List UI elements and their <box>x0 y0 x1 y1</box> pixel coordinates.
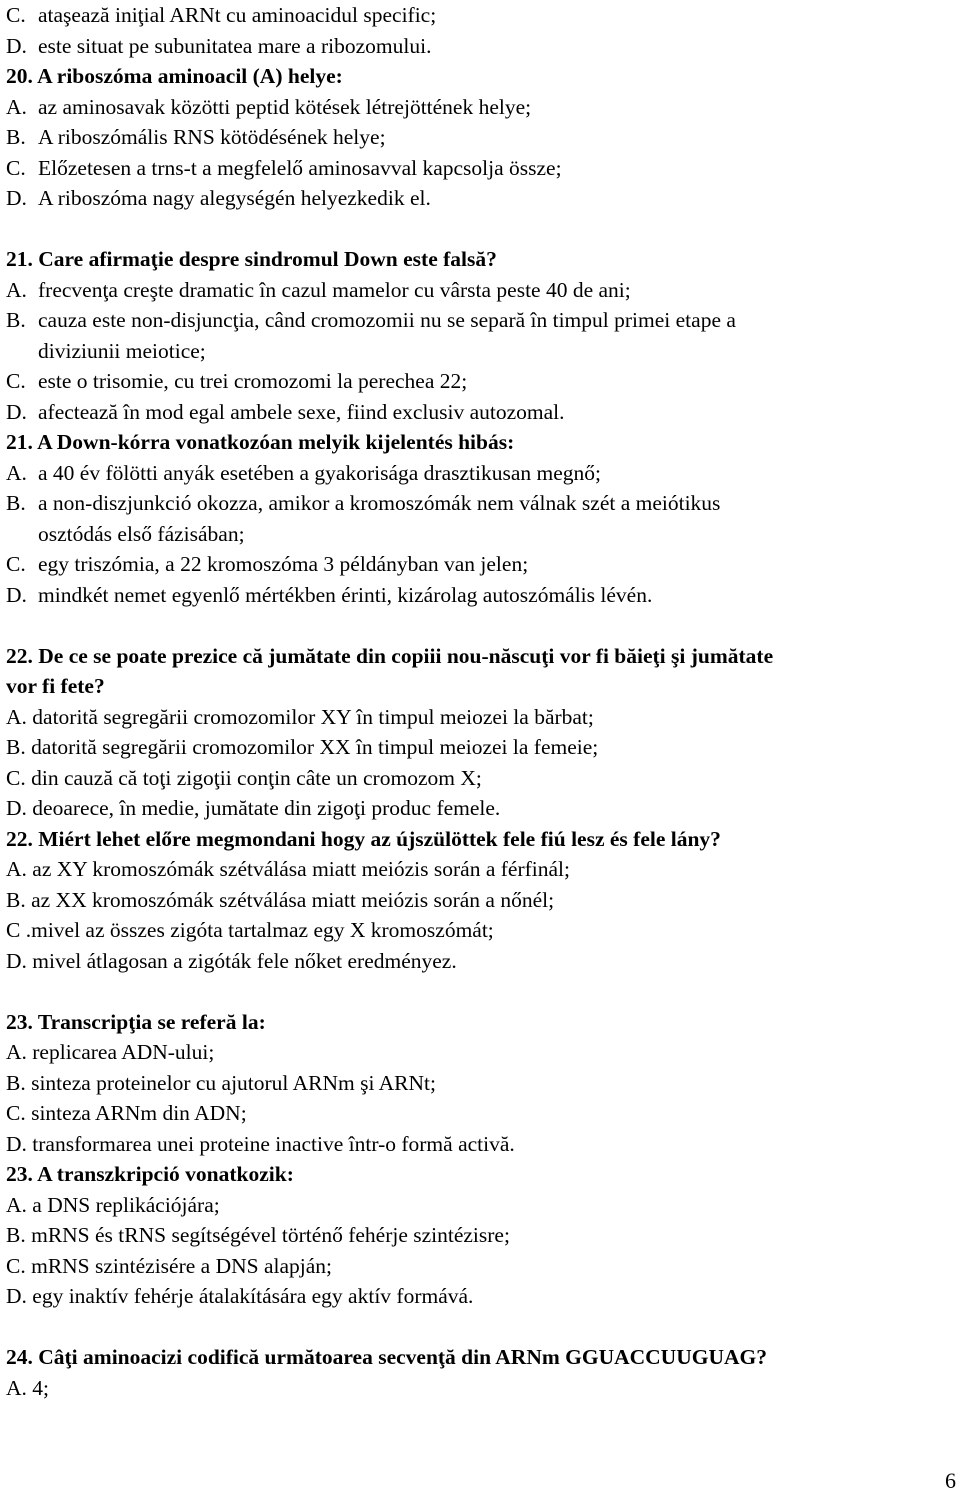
answer-option: A. 4; <box>6 1375 49 1400</box>
answer-option <box>6 305 736 335</box>
question-heading: 23. A transzkripció vonatkozik: <box>6 1162 294 1186</box>
answer-option <box>6 0 436 30</box>
option-letter: B. <box>6 308 26 332</box>
answer-option: D. deoarece, în medie, jumătate din zigoţi produc femele. <box>6 796 501 820</box>
option-letter: C. <box>6 369 26 393</box>
option-text: este situat pe subunitatea mare a ribozomului. <box>38 33 432 58</box>
option-text: este o trisomie, cu trei cromozomi la perechea 22; <box>38 369 468 393</box>
answer-option <box>6 183 431 213</box>
answer-option <box>6 458 601 488</box>
option-letter: D. <box>6 186 27 210</box>
answer-option-continuation: osztódás első fázisában; <box>38 521 245 546</box>
option-text: Előzetesen a trns-t a megfelelő aminosavval kapcsolja össze; <box>38 155 562 180</box>
answer-option: B. mRNS és tRNS segítségével történő fehérje szintézisre; <box>6 1223 510 1247</box>
answer-option: C. din cauză că toţi zigoţii conţin câte un cromozom X; <box>6 765 482 790</box>
option-letter: C. <box>6 3 26 27</box>
answer-option: A. a DNS replikációjára; <box>6 1192 220 1217</box>
option-letter: C. <box>6 552 26 576</box>
answer-option <box>6 31 431 61</box>
question-heading: 21. Care afirmaţie despre sindromul Down este falsă? <box>6 247 497 271</box>
option-text: az aminosavak közötti peptid kötések létrejöttének helye; <box>38 94 532 119</box>
option-letter: B. <box>6 125 26 149</box>
answer-option <box>6 549 528 579</box>
option-text: ataşează iniţial ARNt cu aminoacidul specific; <box>38 3 437 27</box>
answer-option: B. az XX kromoszómák szétválása miatt meiózis során a nőnél; <box>6 887 555 912</box>
option-text: frecvenţa creşte dramatic în cazul mamelor cu vârsta peste 40 de ani; <box>38 277 631 302</box>
question-heading: 21. A Down-kórra vonatkozóan melyik kijelentés hibás: <box>6 430 515 454</box>
answer-option: D. mivel átlagosan a zigóták fele nőket eredményez. <box>6 948 457 973</box>
option-text: a non-diszjunkció okozza, amikor a kromoszómák nem válnak szét a meiótikus <box>38 491 721 515</box>
option-text: a 40 év fölötti anyák esetében a gyakorisága drasztikusan megnő; <box>38 460 601 485</box>
option-text: egy triszómia, a 22 kromoszóma 3 példányban van jelen; <box>38 552 529 576</box>
answer-option <box>6 488 720 518</box>
option-letter: D. <box>6 582 27 607</box>
answer-option: C .mivel az összes zigóta tartalmaz egy X kromoszómát; <box>6 918 494 942</box>
answer-option <box>6 275 631 305</box>
answer-option: A. replicarea ADN-ului; <box>6 1040 215 1064</box>
answer-option: D. transformarea unei proteine inactive într-o formă activă. <box>6 1131 515 1156</box>
question-heading: 22. Miért lehet előre megmondani hogy az újszülöttek fele fiú lesz és fele lány? <box>6 826 721 851</box>
answer-option <box>6 397 565 427</box>
question-heading: 20. A riboszóma aminoacil (A) helye: <box>6 64 343 88</box>
option-text: A riboszóma nagy alegységén helyezkedik el. <box>38 186 431 210</box>
option-text: mindkét nemet egyenlő mértékben érinti, kizárolag autoszómális lévén. <box>38 582 653 607</box>
option-letter: A. <box>6 460 27 485</box>
question-heading: 24. Câţi aminoacizi codifică următoarea secvenţă din ARNm GGUACCUUGUAG? <box>6 1345 767 1369</box>
answer-option <box>6 122 386 152</box>
page-number: 6 <box>945 1468 956 1493</box>
answer-option: B. datorită segregării cromozomilor XX în timpul meiozei la femeie; <box>6 735 599 759</box>
option-letter: D. <box>6 33 27 58</box>
option-letter: D. <box>6 399 27 424</box>
answer-option <box>6 92 531 122</box>
answer-option: A. datorită segregării cromozomilor XY în timpul meiozei la bărbat; <box>6 704 594 729</box>
question-heading: 22. De ce se poate prezice că jumătate din copiii nou-născuţi vor fi băieţi şi jumătate <box>6 643 774 668</box>
option-text: afectează în mod egal ambele sexe, fiind exclusiv autozomal. <box>38 399 565 424</box>
question-heading: 23. Transcripţia se referă la: <box>6 1009 266 1034</box>
option-text: A riboszómális RNS kötödésének helye; <box>38 125 386 149</box>
answer-option: A. az XY kromoszómák szétválása miatt meiózis során a férfinál; <box>6 857 570 881</box>
option-letter: A. <box>6 277 27 302</box>
answer-option <box>6 580 652 610</box>
answer-option: D. egy inaktív fehérje átalakítására egy aktív formává. <box>6 1284 474 1308</box>
option-text: cauza este non-disjuncţia, când cromozomii nu se separă în timpul primei etape a <box>38 308 736 332</box>
answer-option: B. sinteza proteinelor cu ajutorul ARNm şi ARNt; <box>6 1070 436 1095</box>
answer-option <box>6 366 467 396</box>
question-heading: vor fi fete? <box>6 674 105 698</box>
answer-option: C. mRNS szintézisére a DNS alapján; <box>6 1253 333 1278</box>
option-letter: A. <box>6 94 27 119</box>
option-letter: B. <box>6 491 26 515</box>
option-letter: C. <box>6 155 26 180</box>
answer-option <box>6 153 562 183</box>
answer-option-continuation: diviziunii meiotice; <box>38 338 206 363</box>
answer-option: C. sinteza ARNm din ADN; <box>6 1101 247 1125</box>
